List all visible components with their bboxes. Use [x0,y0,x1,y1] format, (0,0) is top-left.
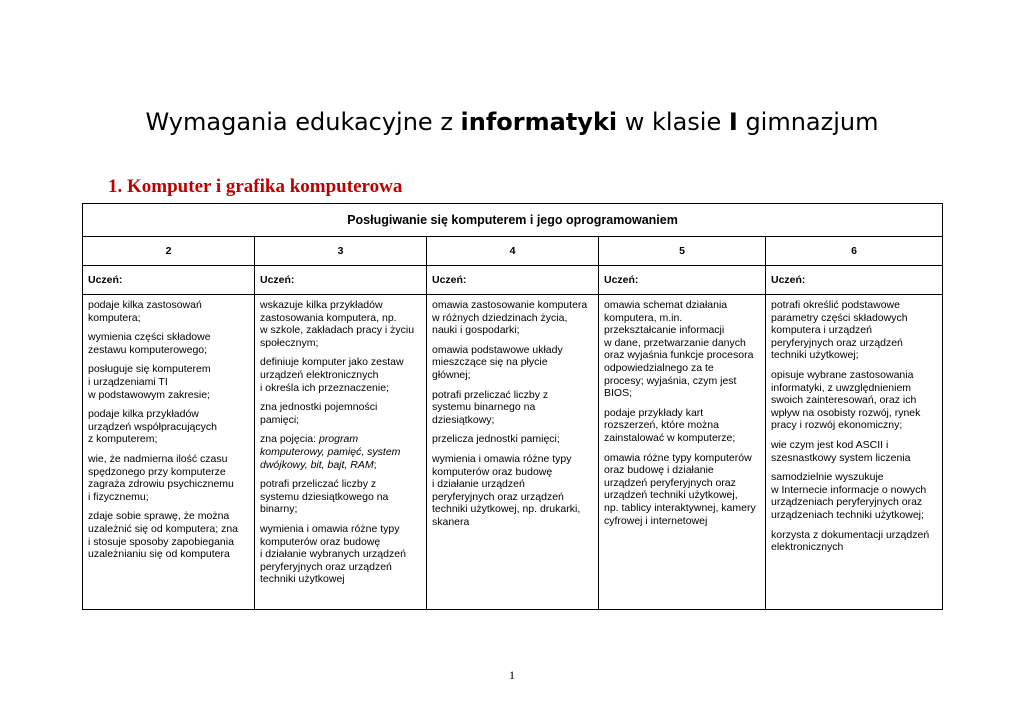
requirement-item: omawia podstawowe układy mieszczące się na płycie głównej; [432,343,563,381]
level-header: 3 [255,237,427,266]
level-header: 6 [766,237,943,266]
requirements-column [255,295,427,610]
table-caption-row [83,204,943,237]
requirement-item: wymienia i omawia różne typy komputerów oraz budowę i działanie urządzeń peryferyjnych oraz urządzeń techniki użytkowej, np. drukarki, skanera [432,452,581,528]
student-label: Uczeń: [766,266,943,295]
title-part-3: gimnazjum [737,108,879,136]
requirement-item: zna jednostki pojemności pamięci; [260,401,378,426]
requirement-item: potrafi przeliczać liczby z systemu dziesiątkowego na binarny; [260,478,389,516]
title-subject: informatyki [460,108,618,136]
title-part-2: w klasie [617,108,729,136]
requirement-item: wskazuje kilka przykładów zastosowania komputera, np. w szkole, zakładach pracy i życiu społecznym; [260,299,415,349]
requirements-column [599,295,766,610]
requirement-item: zdaje sobie sprawę, że można uzależnić się od komputera; zna i stosuje sposoby zapobiegania uzależnianiu się od komputera [88,510,238,561]
requirement-item: podaje kilka przykładów urządzeń współpracujących z komputerem; [88,408,217,446]
section-heading: 1. Komputer i grafika komputerowa [108,176,403,197]
requirement-item: wie czym jest kod ASCII i szesnastkowy system liczenia [771,438,911,464]
requirement-item: omawia schemat działania komputera, m.in. przekształcanie informacji w dane, przetwarzanie danych oraz wyjaśnia funkcje procesora odpowiedzialnego za te procesy; wyjaśnia, czym jest BIOS; [604,299,754,400]
requirement-item: potrafi przeliczać liczby z systemu binarnego na dziesiątkowy; [432,388,549,426]
requirement-item: wie, że nadmierna ilość czasu spędzonego przy komputerze zagraża zdrowiu psychicznemu i fizycznemu; [88,452,234,503]
requirements-column [766,295,943,610]
requirement-item: posługuje się komputerem i urządzeniami TI w podstawowym zakresie; [88,363,211,401]
table-caption: Posługiwanie się komputerem i jego oprogramowaniem [83,204,943,237]
content-row [83,295,943,610]
student-row [83,266,943,295]
requirement-item: korzysta z dokumentacji urządzeń elektronicznych [771,528,930,554]
page-number: 1 [509,668,515,682]
requirement-item: podaje kilka zastosowań komputera; [88,299,202,324]
requirement-item: omawia zastosowanie komputera w różnych dziedzinach życia, nauki i gospodarki; [432,299,588,337]
requirement-item: omawia różne typy komputerów oraz budowę i działanie urządzeń peryferyjnych oraz urządzeń techniki użytkowej, np. tablicy interaktywnej, kamery cyfrowej i internetowej [604,451,756,527]
requirements-column [427,295,599,610]
requirement-item: opisuje wybrane zastosowania informatyki, z uwzględnieniem swoich zainteresowań, oraz ich wpływ na osobisty rozwój, rynek pracy i rozwój ekonomiczny; [771,368,921,432]
student-label: Uczeń: [83,266,255,295]
student-label: Uczeń: [255,266,427,295]
title-part-1: Wymagania edukacyjne z [145,108,461,136]
requirement-item [260,433,423,471]
student-label: Uczeń: [427,266,599,295]
requirement-item: przelicza jednostki pamięci; [432,433,560,446]
requirement-prefix: zna pojęcia: [260,433,319,446]
level-header: 5 [599,237,766,266]
requirement-item: samodzielnie wyszukuje w Internecie informacje o nowych urządzeniach peryferyjnych oraz urządzeniach techniki użytkowej; [771,471,927,521]
requirements-table [82,203,943,610]
requirement-item: definiuje komputer jako zestaw urządzeń elektronicznych i określa ich przeznaczenie; [260,356,404,394]
level-row [83,237,943,266]
requirement-item: wymienia i omawia różne typy komputerów oraz budowę i działanie wybranych urządzeń peryferyjnych oraz urządzeń techniki użytkowej [260,522,406,586]
student-label: Uczeń: [599,266,766,295]
requirement-suffix: ; [373,458,377,471]
page-title [0,108,1024,136]
title-class: I [728,108,738,136]
requirement-item: potrafi określić podstawowe parametry części składowych komputera i urządzeń peryferyjnych oraz urządzeń techniki użytkowej; [771,299,908,362]
requirements-column [83,295,255,610]
level-header: 2 [83,237,255,266]
requirement-item: podaje przykłady kart rozszerzeń, które można zainstalować w komputerze; [604,406,736,444]
level-header: 4 [427,237,599,266]
requirement-item: wymienia części składowe zestawu komputerowego; [88,331,211,356]
requirement-terms: program komputerowy, pamięć, system dwójkowy, bit, bajt, RAM [260,433,401,471]
